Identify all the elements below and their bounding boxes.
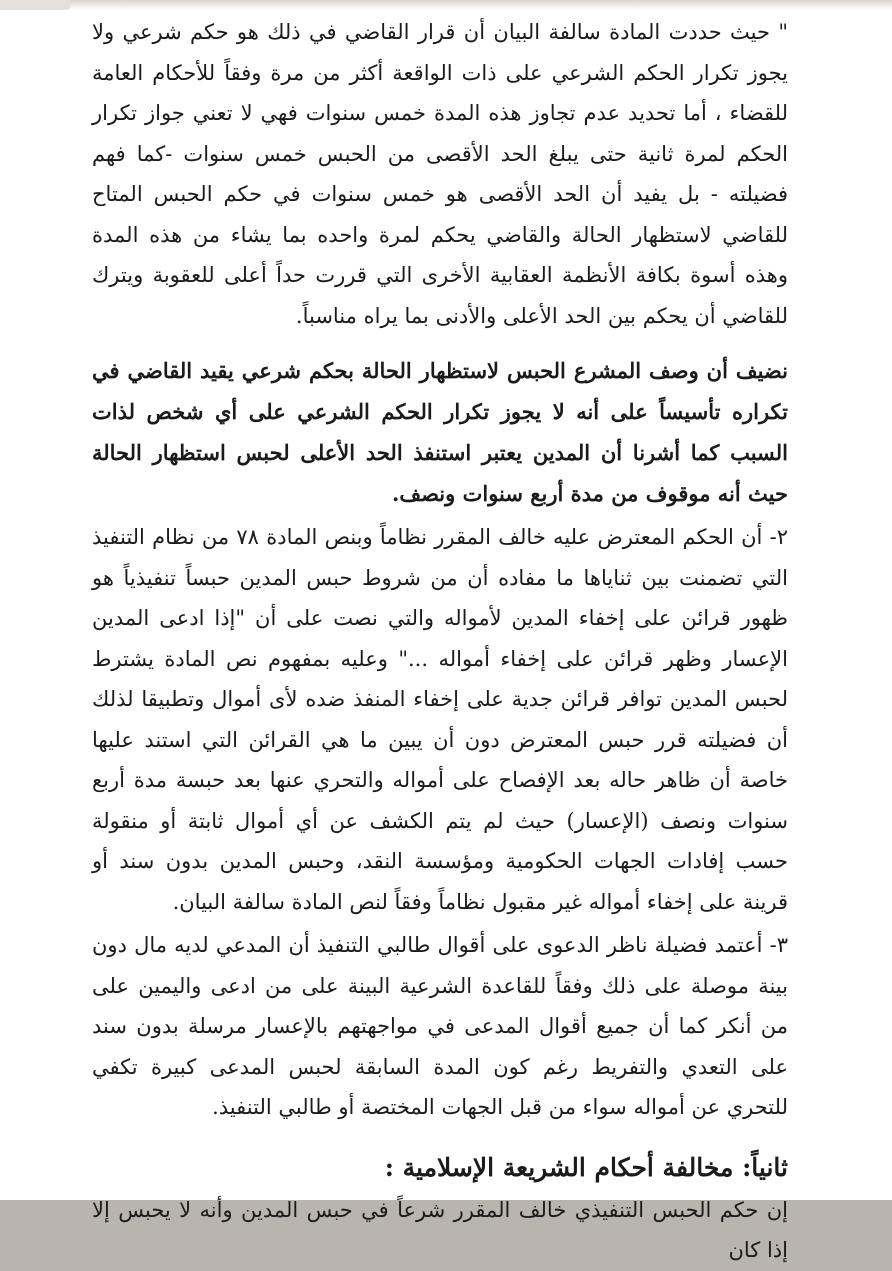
document-body [92, 12, 788, 1271]
paragraph-added-argument: نضيف أن وصف المشرع الحبس لاستظهار الحالة بحكم شرعي يقيد القاضي في تكراره تأسيساً على أنه لا يجوز تكرار الحكم الشرعي على أي شخص لذات السبب كما أشرنا أن المدين يعتبر استنفذ الحد الأعلى لحبس استظهار الحالة حيث أنه موقوف من مدة أربع سنوات ونصف. [92, 358, 788, 506]
paragraph-point-3: ٣- أعتمد فضيلة ناظر الدعوى على أقوال طالبي التنفيذ أن المدعي لديه مال دون بينة موصلة على ذلك وفقاً للقاعدة الشرعية البينة على من ادعى واليمين على من أنكر كما أن جميع أقوال المدعى في مواجهتهم بالإعسار مرسلة بدون سند على التعدي والتفريط رغم كون المدة السابقة لحبس المدعى كبيرة تكفي للتحري عن أمواله سواء من قبل الجهات المختصة أو طالبي التنفيذ. [92, 933, 788, 1119]
paragraph-quoted-article: " حيث حددت المادة سالفة البيان أن قرار القاضي في ذلك هو حكم شرعي ولا يجوز تكرار الحكم الشرعي على ذات الواقعة أكثر من مرة وفقاً للأحكام العامة للقضاء ، أما تحديد عدم تجاوز هذه المدة خمس سنوات فهي لا تعني جواز تكرار الحكم لمرة ثانية حتى يبلغ الحد الأقصى من الحبس خمس سنوات -كما فهم فضيلته - بل يفيد أن الحد الأقصى هو خمس سنوات في حكم الحبس المتاح للقاضي لاستظهار الحالة والقاضي يحكم لمرة واحده بما يشاء من هذه المدة وهذه أسوة بكافة الأنظمة العقابية الأخرى التي قررت حداً أعلى للعقوبة ويترك للقاضي أن يحكم بين الحد الأعلى والأدنى بما يراه مناسباً. [92, 20, 788, 328]
page-top-edge [0, 0, 892, 10]
paragraph-closing: إن حكم الحبس التنفيذي خالف المقرر شرعاً في حبس المدين وأنه لا يحبس إلا إذا كان [92, 1197, 788, 1262]
section-heading: ثانياً: مخالفة أحكام الشريعة الإسلامية : [384, 1152, 788, 1182]
page-corner-mark [0, 0, 70, 10]
paragraph-point-2: ٢- أن الحكم المعترض عليه خالف المقرر نظاماً وبنص المادة ٧٨ من نظام التنفيذ التي تضمنت بين ثناياها ما مفاده أن من شروط حبس المدين حبساً تنفيذياً هو ظهور قرائن على إخفاء المدين لأمواله والتي نصت على أن "إذا ادعى المدين الإعسار وظهر قرائن على إخفاء أمواله ..." وعليه بمفهوم نص المادة يشترط لحبس المدين توافر قرائن جدية على إخفاء المنفذ ضده لأى أموال وتطبيقا لذلك أن فضيلته قرر حبس المعترض دون أن يبين ما هي القرائن التي استند عليها خاصة أن ظاهر حاله بعد الإفصاح على أمواله والتحري عنها بعد حبسة مدة أربع سنوات ونصف (الإعسار) حيث لم يتم الكشف عن أي أموال ثابتة أو منقولة حسب إفادات الجهات الحكومية ومؤسسة النقد، وحبس المدين بدون سند أو قرينة على إخفاء أمواله غير مقبول نظاماً وفقاً لنص المادة سالفة البيان. [92, 525, 788, 914]
